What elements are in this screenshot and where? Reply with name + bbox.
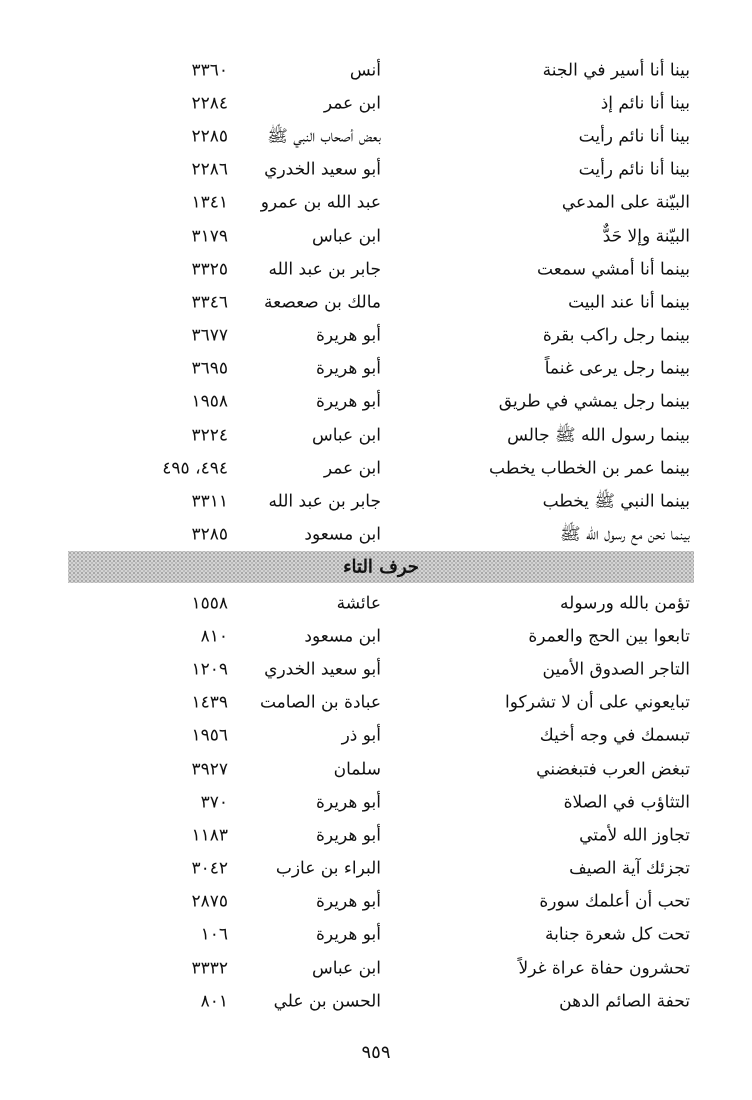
hadith-text: بينما رجل راكب بقرة xyxy=(542,325,690,346)
hadith-text: بينما رجل يرعى غنماً xyxy=(544,358,690,379)
hadith-number: ١٣٤١ xyxy=(191,192,228,213)
hadith-text: بينا أنا نائم إذ xyxy=(600,93,690,114)
hadith-text: بينا أنا نائم رأيت xyxy=(578,126,690,147)
hadith-number: ٨١٠ xyxy=(200,626,228,647)
index-row xyxy=(0,952,752,985)
hadith-text: بينما أنا عند البيت xyxy=(568,292,690,313)
hadith-number: ٣٢٢٤ xyxy=(191,425,228,446)
hadith-text: تجزئك آية الصيف xyxy=(569,858,690,879)
hadith-text: بينما عمر بن الخطاب يخطب xyxy=(489,458,690,479)
hadith-text: تحفة الصائم الدهن xyxy=(559,991,690,1012)
hadith-text: تابعوا بين الحج والعمرة xyxy=(528,626,690,647)
hadith-number: ٣٦٩٥ xyxy=(191,358,228,379)
narrator: ابن مسعود xyxy=(304,524,381,545)
index-row xyxy=(0,220,752,253)
hadith-text: تحت كل شعرة جنابة xyxy=(545,924,690,945)
narrator: الحسن بن علي xyxy=(273,991,381,1012)
index-row xyxy=(0,653,752,686)
narrator: عبادة بن الصامت xyxy=(259,692,381,713)
hadith-text: تبايعوني على أن لا تشركوا xyxy=(505,692,690,713)
narrator: أبو هريرة xyxy=(315,391,381,412)
hadith-number: ٤٩٤، ٤٩٥ xyxy=(162,458,228,479)
hadith-number: ١٩٥٦ xyxy=(191,725,228,746)
hadith-number: ٣٦٧٧ xyxy=(191,325,228,346)
narrator: سلمان xyxy=(333,759,381,780)
index-row xyxy=(0,786,752,819)
hadith-text: بينما نحن مع رسول الله ﷺ xyxy=(560,524,690,545)
narrator: مالك بن صعصعة xyxy=(264,292,381,313)
hadith-text: بينما النبي ﷺ يخطب xyxy=(542,491,690,512)
narrator: جابر بن عبد الله xyxy=(268,259,381,280)
index-row xyxy=(0,286,752,319)
hadith-text: تؤمن بالله ورسوله xyxy=(560,593,690,614)
hadith-number: ٣٣٤٦ xyxy=(191,292,228,313)
hadith-number: ٢٢٨٥ xyxy=(191,126,228,147)
narrator: أبو هريرة xyxy=(315,358,381,379)
hadith-number: ١٠٦ xyxy=(200,924,228,945)
hadith-number: ٣٩٢٧ xyxy=(191,759,228,780)
hadith-number: ٣٠٤٢ xyxy=(191,858,228,879)
hadith-index-group-ba xyxy=(0,54,752,552)
hadith-text: البيّنة وإلا حَدٌّ xyxy=(602,226,690,247)
hadith-text: تحب أن أعلمك سورة xyxy=(539,891,690,912)
narrator: ابن عباس xyxy=(311,425,381,446)
hadith-number: ٣٣١١ xyxy=(191,491,228,512)
index-row xyxy=(0,519,752,552)
hadith-number: ٣٧٠ xyxy=(200,792,228,813)
index-row xyxy=(0,353,752,386)
hadith-number: ٢٢٨٤ xyxy=(191,93,228,114)
hadith-text: بينما رسول الله ﷺ جالس xyxy=(507,425,690,446)
index-row xyxy=(0,753,752,786)
index-row xyxy=(0,187,752,220)
index-row xyxy=(0,819,752,852)
hadith-index-group-ta xyxy=(0,587,752,1018)
hadith-text: بينما رجل يمشي في طريق xyxy=(498,391,690,412)
index-row xyxy=(0,485,752,518)
index-row xyxy=(0,985,752,1018)
narrator: عائشة xyxy=(336,593,381,614)
index-row xyxy=(0,419,752,452)
index-row xyxy=(0,154,752,187)
narrator: أنس xyxy=(349,60,381,81)
narrator: أبو سعيد الخدري xyxy=(264,659,381,680)
hadith-text: التاجر الصدوق الأمين xyxy=(542,659,690,680)
hadith-number: ٣١٧٩ xyxy=(191,226,228,247)
hadith-number: ٣٣٢٥ xyxy=(191,259,228,280)
hadith-text: تبغض العرب فتبغضني xyxy=(536,759,690,780)
index-row xyxy=(0,320,752,353)
narrator: أبو سعيد الخدري xyxy=(264,159,381,180)
narrator: ابن عباس xyxy=(311,226,381,247)
index-row xyxy=(0,54,752,87)
index-row xyxy=(0,120,752,153)
hadith-text: التثاؤب في الصلاة xyxy=(563,792,690,813)
hadith-number: ٣٣٣٢ xyxy=(191,958,228,979)
index-row xyxy=(0,919,752,952)
hadith-number: ١٢٠٩ xyxy=(191,659,228,680)
hadith-text: تجاوز الله لأمتي xyxy=(579,825,690,846)
hadith-number: ١٤٣٩ xyxy=(191,692,228,713)
hadith-number: ١٩٥٨ xyxy=(191,391,228,412)
narrator: البراء بن عازب xyxy=(275,858,381,879)
narrator: أبو هريرة xyxy=(315,825,381,846)
hadith-text: تحشرون حفاة عراة غرلاً xyxy=(518,958,690,979)
narrator: عبد الله بن عمرو xyxy=(260,192,381,213)
hadith-number: ٣٢٨٥ xyxy=(191,524,228,545)
narrator: أبو ذر xyxy=(341,725,381,746)
hadith-text: بينا أنا أسير في الجنة xyxy=(542,60,690,81)
narrator: ابن عباس xyxy=(311,958,381,979)
hadith-text: البيّنة على المدعي xyxy=(561,192,690,213)
index-row xyxy=(0,886,752,919)
hadith-text: بينما أنا أمشي سمعت xyxy=(537,259,690,280)
hadith-number: ١٥٥٨ xyxy=(191,593,228,614)
hadith-number: ٨٠١ xyxy=(200,991,228,1012)
narrator: أبو هريرة xyxy=(315,924,381,945)
index-row xyxy=(0,720,752,753)
hadith-number: ٢٢٨٦ xyxy=(191,159,228,180)
hadith-number: ٢٨٧٥ xyxy=(191,891,228,912)
narrator: أبو هريرة xyxy=(315,891,381,912)
hadith-number: ١١٨٣ xyxy=(191,825,228,846)
index-row xyxy=(0,452,752,485)
hadith-number: ٣٣٦٠ xyxy=(191,60,228,81)
narrator: ابن عمر xyxy=(323,93,381,114)
narrator: ابن مسعود xyxy=(304,626,381,647)
index-row xyxy=(0,620,752,653)
hadith-text: تبسمك في وجه أخيك xyxy=(539,725,690,746)
narrator: أبو هريرة xyxy=(315,792,381,813)
hadith-text: بينا أنا نائم رأيت xyxy=(578,159,690,180)
section-header-ta xyxy=(68,551,694,583)
narrator: بعض أصحاب النبي ﷺ xyxy=(267,126,381,147)
index-row xyxy=(0,87,752,120)
index-row xyxy=(0,587,752,620)
index-row xyxy=(0,253,752,286)
index-row xyxy=(0,853,752,886)
narrator: جابر بن عبد الله xyxy=(268,491,381,512)
page-number: ٩٥٩ xyxy=(361,1042,391,1063)
index-row xyxy=(0,386,752,419)
narrator: ابن عمر xyxy=(323,458,381,479)
section-title: حرف التاء xyxy=(343,556,419,578)
narrator: أبو هريرة xyxy=(315,325,381,346)
index-row xyxy=(0,687,752,720)
